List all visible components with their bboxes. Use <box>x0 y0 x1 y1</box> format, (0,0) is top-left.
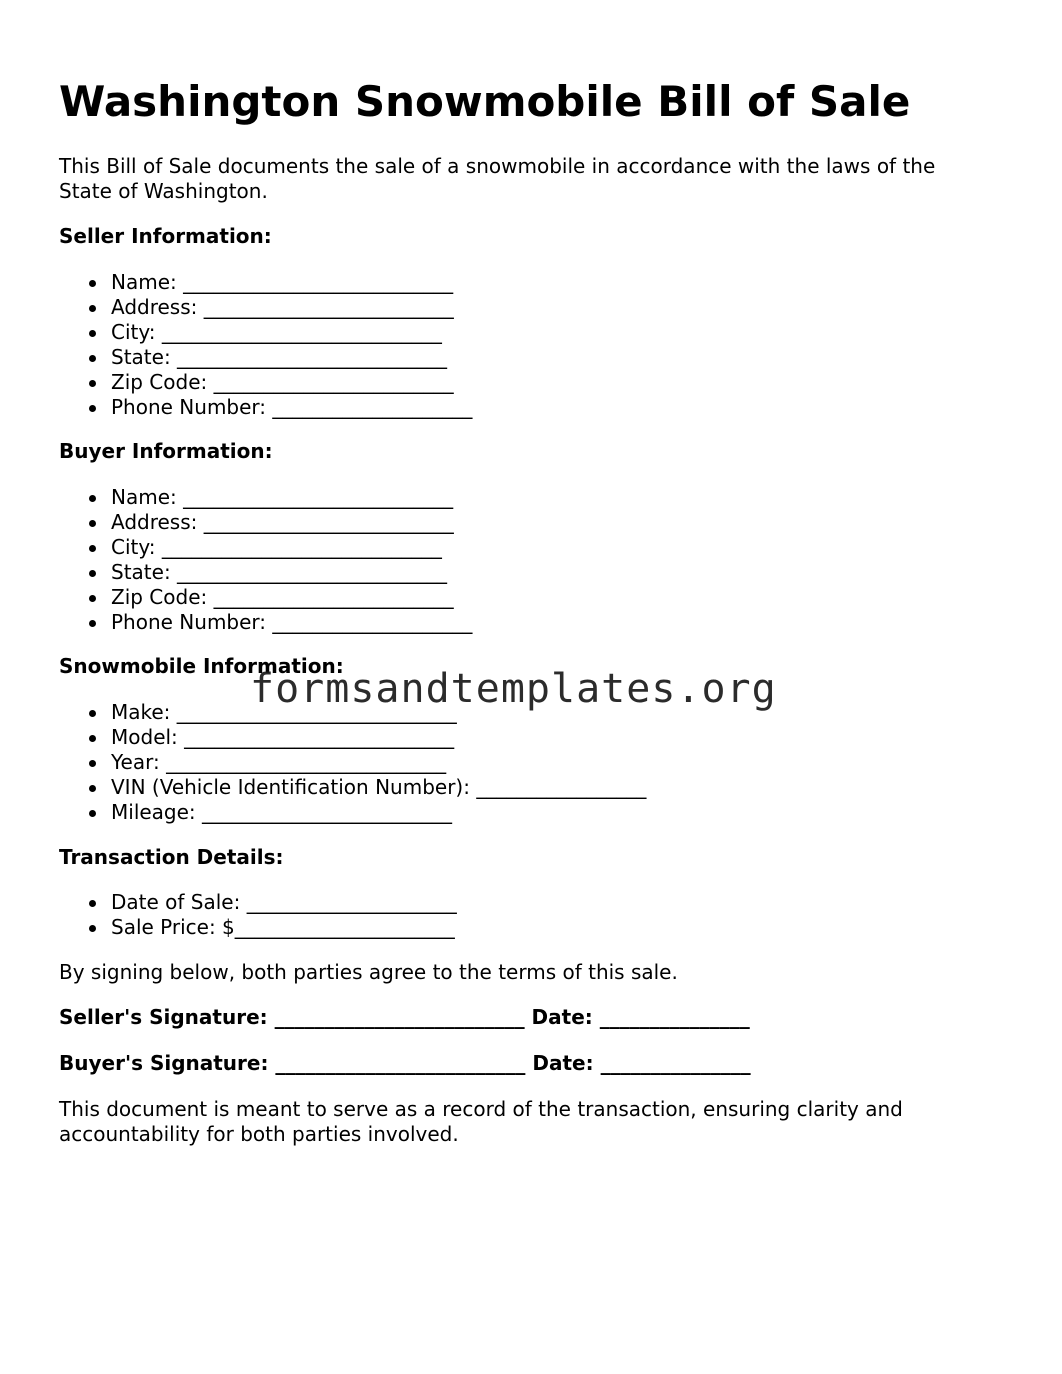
buyer-heading: Buyer Information: <box>59 439 273 463</box>
transaction-heading: Transaction Details: <box>59 845 284 869</box>
watermark-text: formsandtemplates.org <box>250 666 777 712</box>
buyer-fields-list <box>59 485 472 635</box>
transaction-fields-list <box>59 890 457 940</box>
buyer-state-field: State: ___________________________ <box>111 560 472 585</box>
buyer-signature-line: Buyer's Signature: _________________________ Date: _______________ <box>59 1051 751 1075</box>
seller-fields-list <box>59 270 472 420</box>
seller-city-field: City: ____________________________ <box>111 320 472 345</box>
sale-price-field: Sale Price: $______________________ <box>111 915 455 939</box>
snowmobile-heading: Snowmobile Information: <box>59 654 344 678</box>
snowmobile-vin-field: VIN (Vehicle Identification Number): _________________ <box>111 775 647 799</box>
seller-zip-field: Zip Code: ________________________ <box>111 370 472 395</box>
intro-paragraph: This Bill of Sale documents the sale of a snowmobile in accordance with the laws of the State of Washington. <box>59 154 936 203</box>
snowmobile-fields-list <box>59 700 646 825</box>
buyer-city-field: City: ____________________________ <box>111 535 472 560</box>
buyer-zip-field: Zip Code: ________________________ <box>111 585 472 610</box>
seller-address-field: Address: _________________________ <box>111 295 472 320</box>
date-of-sale-field: Date of Sale: _____________________ <box>111 890 457 914</box>
snowmobile-mileage-field: Mileage: _________________________ <box>111 800 646 825</box>
snowmobile-year-field: Year: ____________________________ <box>111 750 646 775</box>
buyer-phone-field: Phone Number: ____________________ <box>111 610 473 634</box>
document-title: Washington Snowmobile Bill of Sale <box>59 77 911 126</box>
seller-phone-field: Phone Number: ____________________ <box>111 395 473 419</box>
seller-signature-line: Seller's Signature: _________________________ Date: _______________ <box>59 1005 750 1029</box>
seller-name-field: Name: ___________________________ <box>111 270 472 295</box>
agreement-statement: By signing below, both parties agree to the terms of this sale. <box>59 960 678 984</box>
snowmobile-make-field: Make: ____________________________ <box>111 700 646 725</box>
buyer-name-field: Name: ___________________________ <box>111 485 472 510</box>
snowmobile-model-field: Model: ___________________________ <box>111 725 646 750</box>
closing-paragraph: This document is meant to serve as a record of the transaction, ensuring clarity and accountability for both parties involved. <box>59 1097 903 1146</box>
seller-state-field: State: ___________________________ <box>111 345 472 370</box>
buyer-address-field: Address: _________________________ <box>111 510 472 535</box>
seller-heading: Seller Information: <box>59 224 272 248</box>
